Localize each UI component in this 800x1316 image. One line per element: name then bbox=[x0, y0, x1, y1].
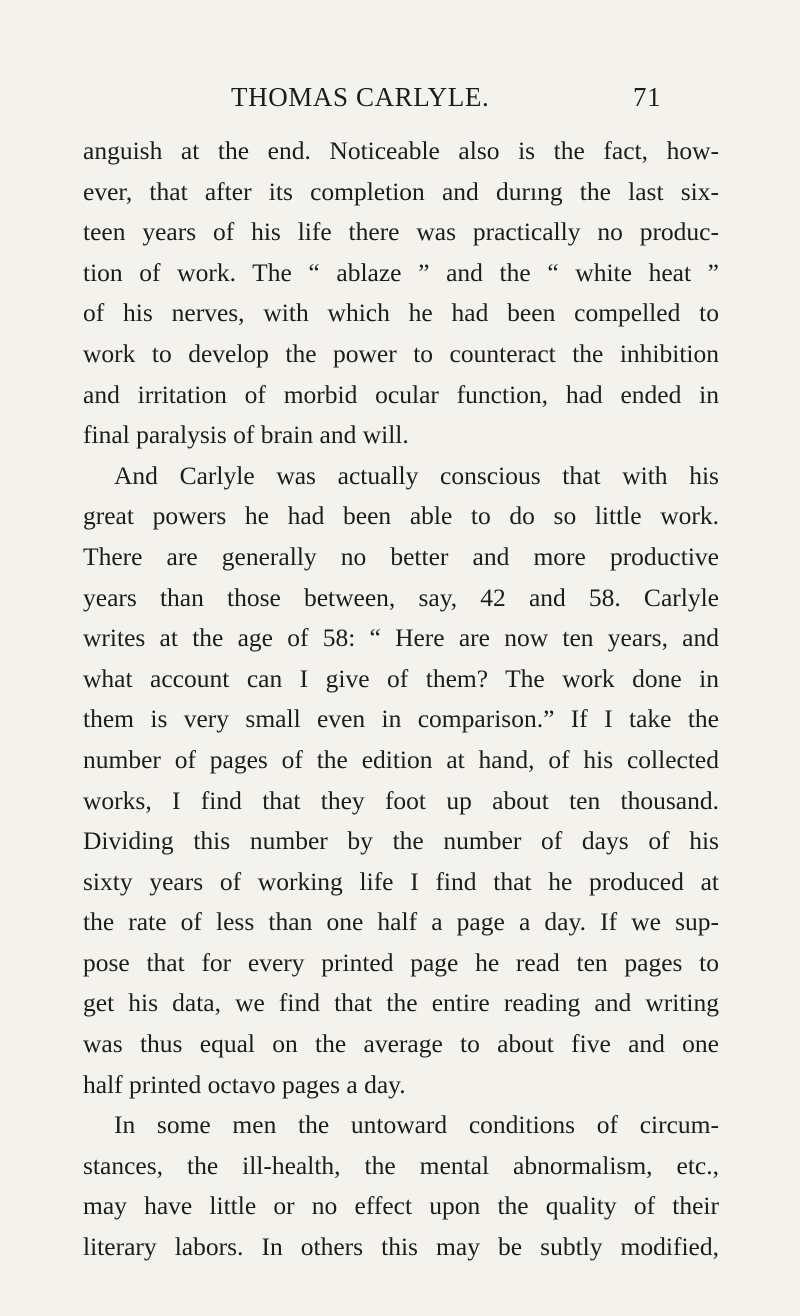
text-line: anguish at the end. Noticeable also is the fact, how- bbox=[83, 136, 719, 165]
text-line: works, I find that they foot up about ten thousand. bbox=[83, 785, 719, 815]
text-line: pose that for every printed page he read ten pages to bbox=[83, 947, 719, 977]
running-head bbox=[231, 82, 751, 122]
text-line: years than those between, say, 42 and 58. Carlyle bbox=[83, 582, 719, 612]
text-line: the rate of less than one half a page a day. If we sup- bbox=[83, 907, 719, 937]
text-line: ever, that after its completion and durıng the last six- bbox=[83, 176, 719, 206]
paragraph-start-line: In some men the untoward conditions of circum- bbox=[114, 1110, 719, 1140]
text-line: number of pages of the edition at hand, of his collected bbox=[83, 744, 719, 774]
text-line: may have little or no effect upon the quality of their bbox=[83, 1191, 719, 1221]
text-line: There are generally no better and more productive bbox=[83, 541, 719, 571]
body-text bbox=[83, 131, 719, 1268]
text-line: get his data, we find that the entire reading and writing bbox=[83, 988, 719, 1018]
paragraph-start-line: And Carlyle was actually conscious that with his bbox=[114, 460, 719, 490]
page-number: 71 bbox=[633, 82, 662, 112]
text-line: sixty years of working life I find that he produced at bbox=[83, 866, 719, 896]
text-line: was thus equal on the average to about five and one bbox=[83, 1029, 719, 1059]
text-line: half printed octavo pages a day. bbox=[83, 1069, 406, 1099]
text-line: teen years of his life there was practically no produc- bbox=[83, 217, 719, 247]
text-line: stances, the ill-health, the mental abnormalism, etc., bbox=[83, 1150, 719, 1180]
text-line: final paralysis of brain and will. bbox=[83, 420, 409, 450]
text-line: what account can I give of them? The work done in bbox=[83, 663, 719, 693]
text-line: of his nerves, with which he had been compelled to bbox=[83, 298, 719, 328]
text-line: great powers he had been able to do so little work. bbox=[83, 501, 719, 531]
text-line: writes at the age of 58: “ Here are now ten years, and bbox=[83, 623, 719, 653]
running-title: THOMAS CARLYLE. bbox=[231, 82, 490, 112]
text-line: and irritation of morbid ocular function, had ended in bbox=[83, 379, 719, 409]
text-line: tion of work. The “ ablaze ” and the “ white heat ” bbox=[83, 257, 719, 287]
text-line: Dividing this number by the number of days of his bbox=[83, 826, 719, 856]
text-line: work to develop the power to counteract the inhibition bbox=[83, 338, 719, 368]
text-line: literary labors. In others this may be subtly modified, bbox=[83, 1232, 719, 1262]
text-line: them is very small even in comparison.” If I take the bbox=[83, 704, 719, 734]
